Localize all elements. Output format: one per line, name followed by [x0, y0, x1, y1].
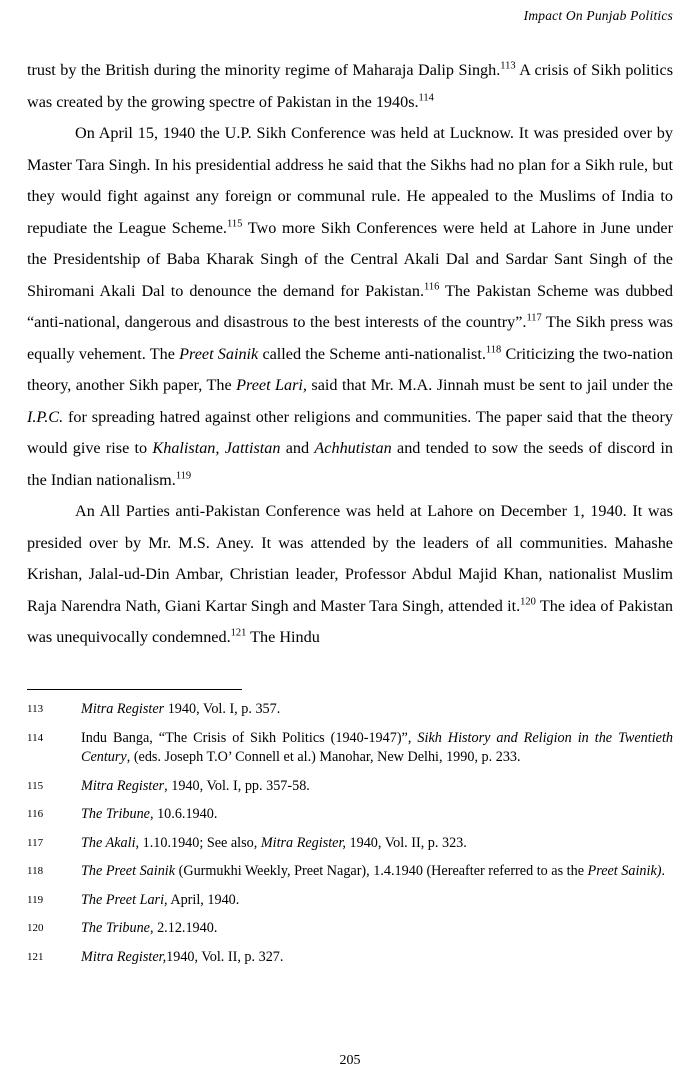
footnote-item — [27, 834, 673, 854]
footnote-marker: 119 — [175, 470, 192, 482]
text-run: The Hindu — [246, 628, 320, 646]
footnote-marker: 114 — [418, 92, 434, 104]
footnote-marker: 117 — [526, 312, 542, 324]
italic-text: The Preet Lari — [81, 891, 165, 908]
footnote-item — [27, 805, 673, 825]
text-run: and — [280, 439, 315, 457]
footnote-separator — [27, 689, 242, 690]
footnote-item — [27, 891, 673, 911]
italic-text: The Tribune — [81, 920, 150, 936]
footnote-number: 120 — [27, 922, 44, 934]
text-run: On April 15, 1940 the U.P. Sikh Conference was held at Lucknow. It was presided over by Master Tara Singh. In his presidential address he said that the Sikhs had no plan for a Sikh rule, but they would fight against any foreign or communal rule. He appealed to the Muslims of India to repudiate the League Scheme. — [27, 124, 673, 237]
footnote-text — [81, 805, 673, 825]
text-run: , 1940, Vol. I, pp. 357-58. — [164, 777, 310, 794]
text-run: . — [661, 863, 666, 879]
footnote-item — [27, 700, 673, 720]
page-number: 205 — [339, 1053, 361, 1068]
text-run: 1940, Vol. II, p. 327. — [166, 948, 284, 965]
italic-text: I.P.C. — [27, 407, 64, 426]
text-run: , 2.12.1940. — [149, 920, 218, 936]
italic-text: The Tribune — [81, 806, 150, 822]
footnote-number: 115 — [27, 779, 44, 792]
footnote-number: 117 — [27, 836, 44, 849]
italic-text: Mitra Register, — [81, 948, 167, 965]
italic-text: Preet Lari, — [236, 376, 307, 394]
text-run: Indu Banga, “The Crisis of Sikh Politics (1940-1947)”, — [81, 729, 418, 746]
paragraph — [27, 496, 673, 654]
footnote-marker: 118 — [485, 344, 502, 356]
footnote-text — [81, 834, 673, 854]
footnote-item — [27, 729, 673, 768]
footnote-list — [27, 700, 673, 976]
italic-text: The Preet Sainik — [81, 863, 176, 879]
footnote-marker: 116 — [424, 281, 440, 293]
footnote-marker: 115 — [226, 218, 243, 230]
footnote-text — [81, 891, 673, 911]
paragraph — [27, 55, 673, 118]
footnote-text — [81, 777, 673, 797]
text-run: and tended to sow the seeds of discord in the Indian nationalism. — [27, 439, 673, 489]
text-run: An All Parties anti-Pakistan Conference was held at Lahore on December 1, 1940. It was presided over by Mr. M.S. Aney. It was attended by the leaders of all communities. Mahashe Krishan, Jalal-ud-Din Ambar, Christian leader, Professor Abdul Majid Khan, nationalist Muslim Raja Narendra Nath, Giani Kartar Singh and Master Tara Singh, attended it. — [27, 502, 673, 615]
footnote-number: 119 — [27, 893, 44, 906]
footnote-text — [81, 729, 673, 768]
text-run: called the Scheme anti-nationalist. — [258, 344, 486, 363]
text-run: Criticizing the two-nation theory, another Sikh paper, The — [27, 344, 674, 394]
body-text — [27, 55, 673, 654]
text-run: The Pakistan Scheme was dubbed “anti-national, dangerous and disastrous to the best interests of the country”. — [27, 281, 673, 331]
text-run: 1940, Vol. I, p. 357. — [164, 701, 281, 717]
footnote-text — [81, 700, 673, 720]
italic-text: Preet Sainik) — [587, 863, 662, 879]
italic-text: Sikh History and Religion in the Twentieth Century — [81, 729, 673, 765]
italic-text: The Akali, — [81, 834, 140, 851]
footnote-item — [27, 948, 673, 968]
footnote-item — [27, 777, 673, 797]
footnote-text — [81, 862, 673, 882]
footnote-number: 121 — [27, 950, 44, 963]
paragraph — [27, 118, 673, 496]
italic-text: Khalistan, Jattistan — [152, 439, 281, 457]
footnote-item — [27, 862, 673, 882]
running-header: Impact On Punjab Politics — [523, 8, 673, 23]
footnote-number: 116 — [27, 808, 44, 820]
footnote-marker: 121 — [230, 627, 247, 639]
footnote-item — [27, 919, 673, 939]
italic-text: Mitra Register, — [260, 834, 346, 851]
footnote-number: 114 — [27, 731, 44, 744]
text-run: (Gurmukhi Weekly, Preet Nagar), 1.4.1940 (Hereafter referred to as the — [175, 863, 588, 879]
italic-text: Mitra Register — [81, 701, 165, 717]
text-run: 1940, Vol. II, p. 323. — [345, 834, 467, 851]
footnote-marker: 120 — [520, 596, 536, 608]
text-run: Two more Sikh Conferences were held at Lahore in June under the Presidentship of Baba Kharak Singh of the Central Akali Dal and Sardar Sant Singh of the Shiromani Akali Dal to denounce the demand for Pakistan. — [27, 218, 673, 300]
footnote-number: 113 — [27, 703, 44, 715]
footnote-text — [81, 948, 673, 968]
footnote-number: 118 — [27, 865, 44, 877]
text-run: , 10.6.1940. — [149, 806, 218, 822]
italic-text: Mitra Register — [81, 777, 165, 794]
text-run: A crisis of Sikh politics was created by the growing spectre of Pakistan in the 1940s. — [27, 61, 673, 111]
text-run: 1.10.1940; See also, — [139, 834, 261, 851]
text-run: said that Mr. M.A. Jinnah must be sent to jail under the — [306, 376, 673, 394]
text-run: , (eds. Joseph T.O’ Connell et al.) Manohar, New Delhi, 1990, p. 233. — [126, 749, 521, 765]
footnote-marker: 113 — [500, 60, 516, 72]
italic-text: Preet Sainik — [179, 344, 259, 363]
italic-text: Achhutistan — [314, 439, 392, 457]
text-run: The idea of Pakistan was unequivocally condemned. — [27, 596, 673, 646]
text-run: , April, 1940. — [164, 891, 240, 908]
text-run: The Sikh press was equally vehement. The — [27, 313, 673, 363]
text-run: trust by the British during the minority regime of Maharaja Dalip Singh. — [27, 61, 501, 79]
footnote-text — [81, 919, 673, 939]
text-run: for spreading hatred against other religions and communities. The paper said that the theory would give rise to — [27, 407, 673, 457]
